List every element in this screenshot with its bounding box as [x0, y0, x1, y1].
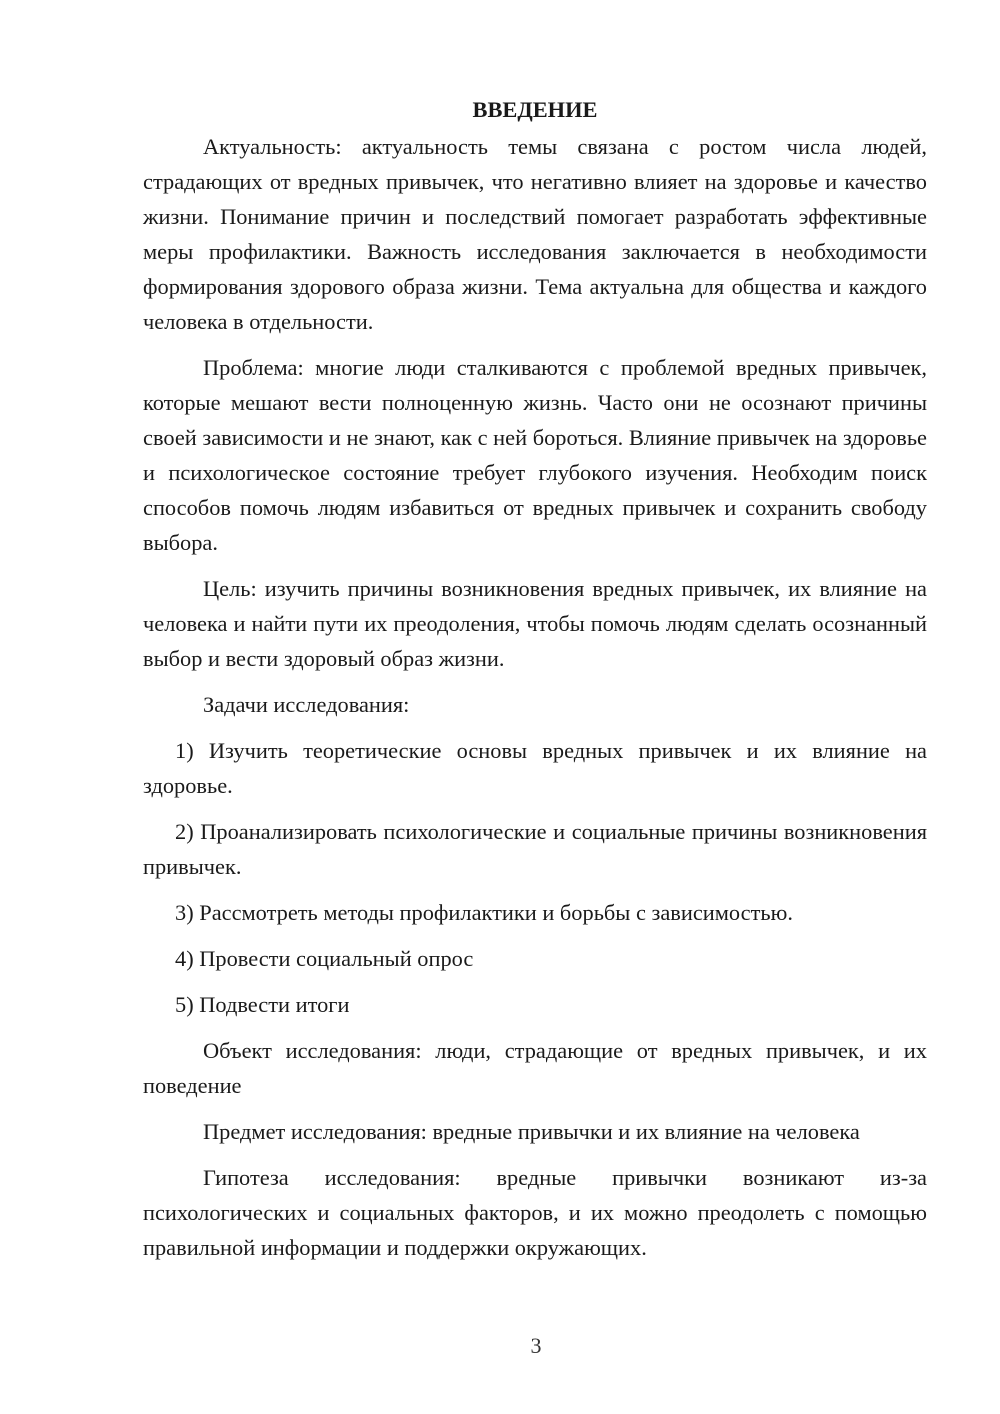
hypothesis-paragraph: Гипотеза исследования: вредные привычки возникают из-за психологических и социальных факторов, и их можно преодолеть с помощью правильной информации и поддержки окружающих.: [143, 1165, 927, 1260]
task-item: 5) Подвести итоги: [175, 992, 350, 1017]
page-title: ВВЕДЕНИЕ: [472, 97, 598, 122]
task-item: 3) Рассмотреть методы профилактики и борьбы с зависимостью.: [175, 900, 793, 925]
subject-paragraph: Предмет исследования: вредные привычки и их влияние на человека: [203, 1119, 860, 1144]
task-item: 1) Изучить теоретические основы вредных привычек и их влияние на здоровье.: [143, 738, 927, 798]
goal-paragraph: Цель: изучить причины возникновения вредных привычек, их влияние на человека и найти пути их преодоления, чтобы помочь людям сделать осознанный выбор и вести здоровый образ жизни.: [143, 576, 927, 671]
object-paragraph: Объект исследования: люди, страдающие от вредных привычек, и их поведение: [143, 1038, 927, 1098]
task-item: 2) Проанализировать психологические и социальные причины возникновения привычек.: [143, 819, 927, 879]
relevance-paragraph: Актуальность: актуальность темы связана с ростом числа людей, страдающих от вредных привычек, что негативно влияет на здоровье и качество жизни. Понимание причин и последствий помогает разработать эффективные меры профилактики. Важность исследования заключается в необходимости формирования здорового образа жизни. Тема актуальна для общества и каждого человека в отдельности.: [143, 134, 927, 334]
task-item: 4) Провести социальный опрос: [175, 946, 474, 971]
problem-paragraph: Проблема: многие люди сталкиваются с проблемой вредных привычек, которые мешают вести полноценную жизнь. Часто они не осознают причины своей зависимости и не знают, как с ней бороться. Влияние привычек на здоровье и психологическое состояние требует глубокого изучения. Необходим поиск способов помочь людям избавиться от вредных привычек и сохранить свободу выбора.: [143, 355, 927, 555]
document-page: [143, 92, 927, 1276]
tasks-heading: Задачи исследования:: [203, 692, 410, 717]
page-number: 3: [530, 1333, 542, 1358]
